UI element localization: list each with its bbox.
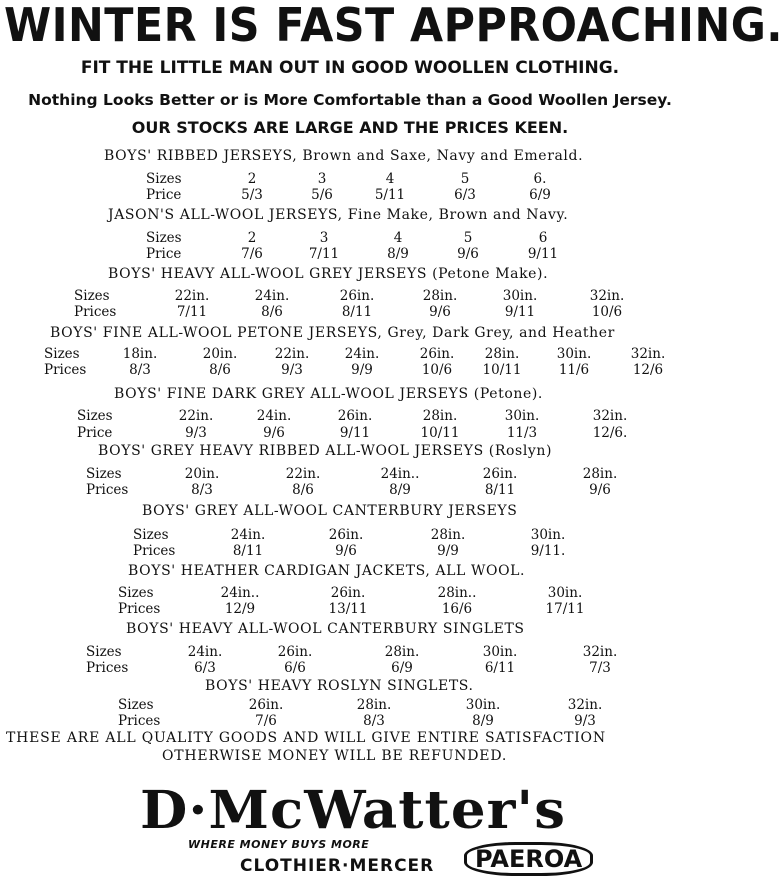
price-value: 7/6: [255, 713, 277, 729]
size-value: 30in.: [482, 644, 518, 660]
store-logo: D·McWatter's: [140, 780, 567, 841]
size-value: 28in.: [582, 466, 618, 482]
size-value: 28in.: [422, 288, 458, 304]
price-value: 8/11: [484, 482, 516, 498]
price-label: Prices: [133, 543, 176, 559]
size-value: 22in.: [274, 346, 310, 362]
price-value: 8/6: [292, 482, 314, 498]
price-label: Price: [146, 246, 182, 262]
size-value: 32in.: [592, 408, 628, 424]
sizes-label: Sizes: [118, 697, 154, 713]
price-value: 9/11: [339, 425, 371, 441]
price-value: 10/6: [591, 304, 623, 320]
price-value: 7/11: [176, 304, 208, 320]
price-value: 9/3: [574, 713, 596, 729]
size-value: 32in.: [567, 697, 603, 713]
logo-tagline: WHERE MONEY BUYS MORE: [188, 838, 370, 851]
size-value: 2: [247, 171, 257, 187]
section-title: BOYS' HEAVY ROSLYN SINGLETS.: [205, 678, 474, 694]
section-title: BOYS' HEAVY ALL-WOOL CANTERBURY SINGLETS: [126, 621, 525, 637]
price-value: 7/11: [308, 246, 340, 262]
price-value: 8/6: [261, 304, 283, 320]
price-value: 10/11: [482, 362, 522, 378]
price-value: 5/6: [311, 187, 333, 203]
price-value: 9/6: [335, 543, 357, 559]
price-value: 12/6.: [592, 425, 628, 441]
price-value: 5/11: [374, 187, 406, 203]
price-label: Prices: [74, 304, 117, 320]
price-label: Price: [77, 425, 113, 441]
price-value: 10/11: [420, 425, 460, 441]
price-value: 8/3: [363, 713, 385, 729]
size-value: 3: [319, 230, 329, 246]
size-value: 26in.: [328, 527, 364, 543]
sizes-label: Sizes: [86, 644, 122, 660]
price-value: 6/11: [484, 660, 516, 676]
size-value: 26in.: [337, 408, 373, 424]
size-value: 26in.: [330, 585, 366, 601]
price-value: 8/9: [472, 713, 494, 729]
size-value: 30in.: [504, 408, 540, 424]
section-title: BOYS' FINE DARK GREY ALL-WOOL JERSEYS (Petone).: [114, 386, 543, 402]
subhead-3: OUR STOCKS ARE LARGE AND THE PRICES KEEN.: [131, 118, 569, 137]
sizes-label: Sizes: [146, 230, 182, 246]
price-label: Prices: [86, 660, 129, 676]
size-value: 26in.: [248, 697, 284, 713]
price-value: 8/9: [387, 246, 409, 262]
sizes-label: Sizes: [133, 527, 169, 543]
size-value: 5: [463, 230, 473, 246]
price-value: 9/11: [504, 304, 536, 320]
price-value: 9/11.: [530, 543, 566, 559]
size-value: 2: [247, 230, 257, 246]
price-value: 17/11: [545, 601, 585, 617]
sizes-label: Sizes: [74, 288, 110, 304]
size-value: 32in.: [630, 346, 666, 362]
size-value: 22in.: [178, 408, 214, 424]
logo-town: PAEROA: [464, 842, 593, 876]
subhead-2: Nothing Looks Better or is More Comfortable than a Good Woollen Jersey.: [28, 91, 672, 109]
size-value: 22in.: [285, 466, 321, 482]
sizes-label: Sizes: [44, 346, 80, 362]
section-title: BOYS' HEAVY ALL-WOOL GREY JERSEYS (Petone Make).: [108, 266, 549, 282]
section-title: JASON'S ALL-WOOL JERSEYS, Fine Make, Brown and Navy.: [108, 207, 569, 223]
price-label: Prices: [86, 482, 129, 498]
price-value: 8/6: [209, 362, 231, 378]
section-title: BOYS' GREY HEAVY RIBBED ALL-WOOL JERSEYS (Roslyn): [98, 443, 553, 459]
size-value: 28in..: [437, 585, 477, 601]
price-value: 13/11: [328, 601, 368, 617]
price-label: Price: [146, 187, 182, 203]
size-value: 32in.: [582, 644, 618, 660]
size-value: 18in.: [122, 346, 158, 362]
section-title: BOYS' GREY ALL-WOOL CANTERBURY JERSEYS: [142, 503, 518, 519]
size-value: 20in.: [202, 346, 238, 362]
size-value: 32in.: [589, 288, 625, 304]
size-value: 30in.: [530, 527, 566, 543]
price-value: 9/6: [429, 304, 451, 320]
sizes-label: Sizes: [118, 585, 154, 601]
price-value: 7/3: [589, 660, 611, 676]
size-value: 28in.: [384, 644, 420, 660]
subhead-1: FIT THE LITTLE MAN OUT IN GOOD WOOLLEN CLOTHING.: [80, 58, 620, 78]
price-value: 9/6: [263, 425, 285, 441]
size-value: 30in.: [465, 697, 501, 713]
size-value: 24in.: [254, 288, 290, 304]
size-value: 5: [460, 171, 470, 187]
price-label: Prices: [118, 713, 161, 729]
size-value: 30in.: [502, 288, 538, 304]
price-value: 11/6: [558, 362, 590, 378]
size-value: 22in.: [174, 288, 210, 304]
price-value: 9/3: [185, 425, 207, 441]
price-value: 12/9: [224, 601, 256, 617]
price-value: 9/11: [527, 246, 559, 262]
size-value: 24in.: [344, 346, 380, 362]
size-value: 4: [385, 171, 395, 187]
price-value: 8/11: [232, 543, 264, 559]
price-value: 9/9: [351, 362, 373, 378]
price-value: 8/3: [191, 482, 213, 498]
size-value: 24in.: [187, 644, 223, 660]
size-value: 24in..: [220, 585, 260, 601]
price-value: 5/3: [241, 187, 263, 203]
size-value: 4: [393, 230, 403, 246]
size-value: 6: [538, 230, 548, 246]
headline: WINTER IS FAST APPROACHING.: [4, 0, 783, 52]
price-value: 9/3: [281, 362, 303, 378]
size-value: 28in.: [430, 527, 466, 543]
size-value: 24in..: [380, 466, 420, 482]
price-value: 9/6: [457, 246, 479, 262]
price-value: 8/3: [129, 362, 151, 378]
section-title: BOYS' HEATHER CARDIGAN JACKETS, ALL WOOL.: [128, 563, 526, 579]
price-value: 12/6: [632, 362, 664, 378]
size-value: 28in.: [484, 346, 520, 362]
size-value: 26in.: [277, 644, 313, 660]
footer-line-2: OTHERWISE MONEY WILL BE REFUNDED.: [162, 748, 508, 764]
size-value: 20in.: [184, 466, 220, 482]
sizes-label: Sizes: [86, 466, 122, 482]
section-title: BOYS' RIBBED JERSEYS, Brown and Saxe, Navy and Emerald.: [104, 148, 584, 164]
size-value: 24in.: [256, 408, 292, 424]
price-value: 6/3: [194, 660, 216, 676]
price-value: 7/6: [241, 246, 263, 262]
price-value: 6/3: [454, 187, 476, 203]
size-value: 28in.: [422, 408, 458, 424]
section-title: BOYS' FINE ALL-WOOL PETONE JERSEYS, Grey, Dark Grey, and Heather: [50, 325, 615, 341]
size-value: 26in.: [419, 346, 455, 362]
footer-line-1: THESE ARE ALL QUALITY GOODS AND WILL GIVE ENTIRE SATISFACTION: [6, 730, 606, 746]
size-value: 30in.: [547, 585, 583, 601]
logo-trade: CLOTHIER·MERCER: [240, 856, 435, 876]
price-value: 9/9: [437, 543, 459, 559]
price-label: Prices: [44, 362, 87, 378]
sizes-label: Sizes: [77, 408, 113, 424]
price-value: 9/6: [589, 482, 611, 498]
size-value: 26in.: [482, 466, 518, 482]
price-value: 6/9: [391, 660, 413, 676]
price-label: Prices: [118, 601, 161, 617]
size-value: 30in.: [556, 346, 592, 362]
price-value: 6/6: [284, 660, 306, 676]
size-value: 26in.: [339, 288, 375, 304]
size-value: 6.: [533, 171, 547, 187]
price-value: 16/6: [441, 601, 473, 617]
price-value: 8/11: [341, 304, 373, 320]
price-value: 10/6: [421, 362, 453, 378]
size-value: 24in.: [230, 527, 266, 543]
sizes-label: Sizes: [146, 171, 182, 187]
price-value: 6/9: [529, 187, 551, 203]
price-value: 11/3: [506, 425, 538, 441]
size-value: 28in.: [356, 697, 392, 713]
size-value: 3: [317, 171, 327, 187]
price-value: 8/9: [389, 482, 411, 498]
